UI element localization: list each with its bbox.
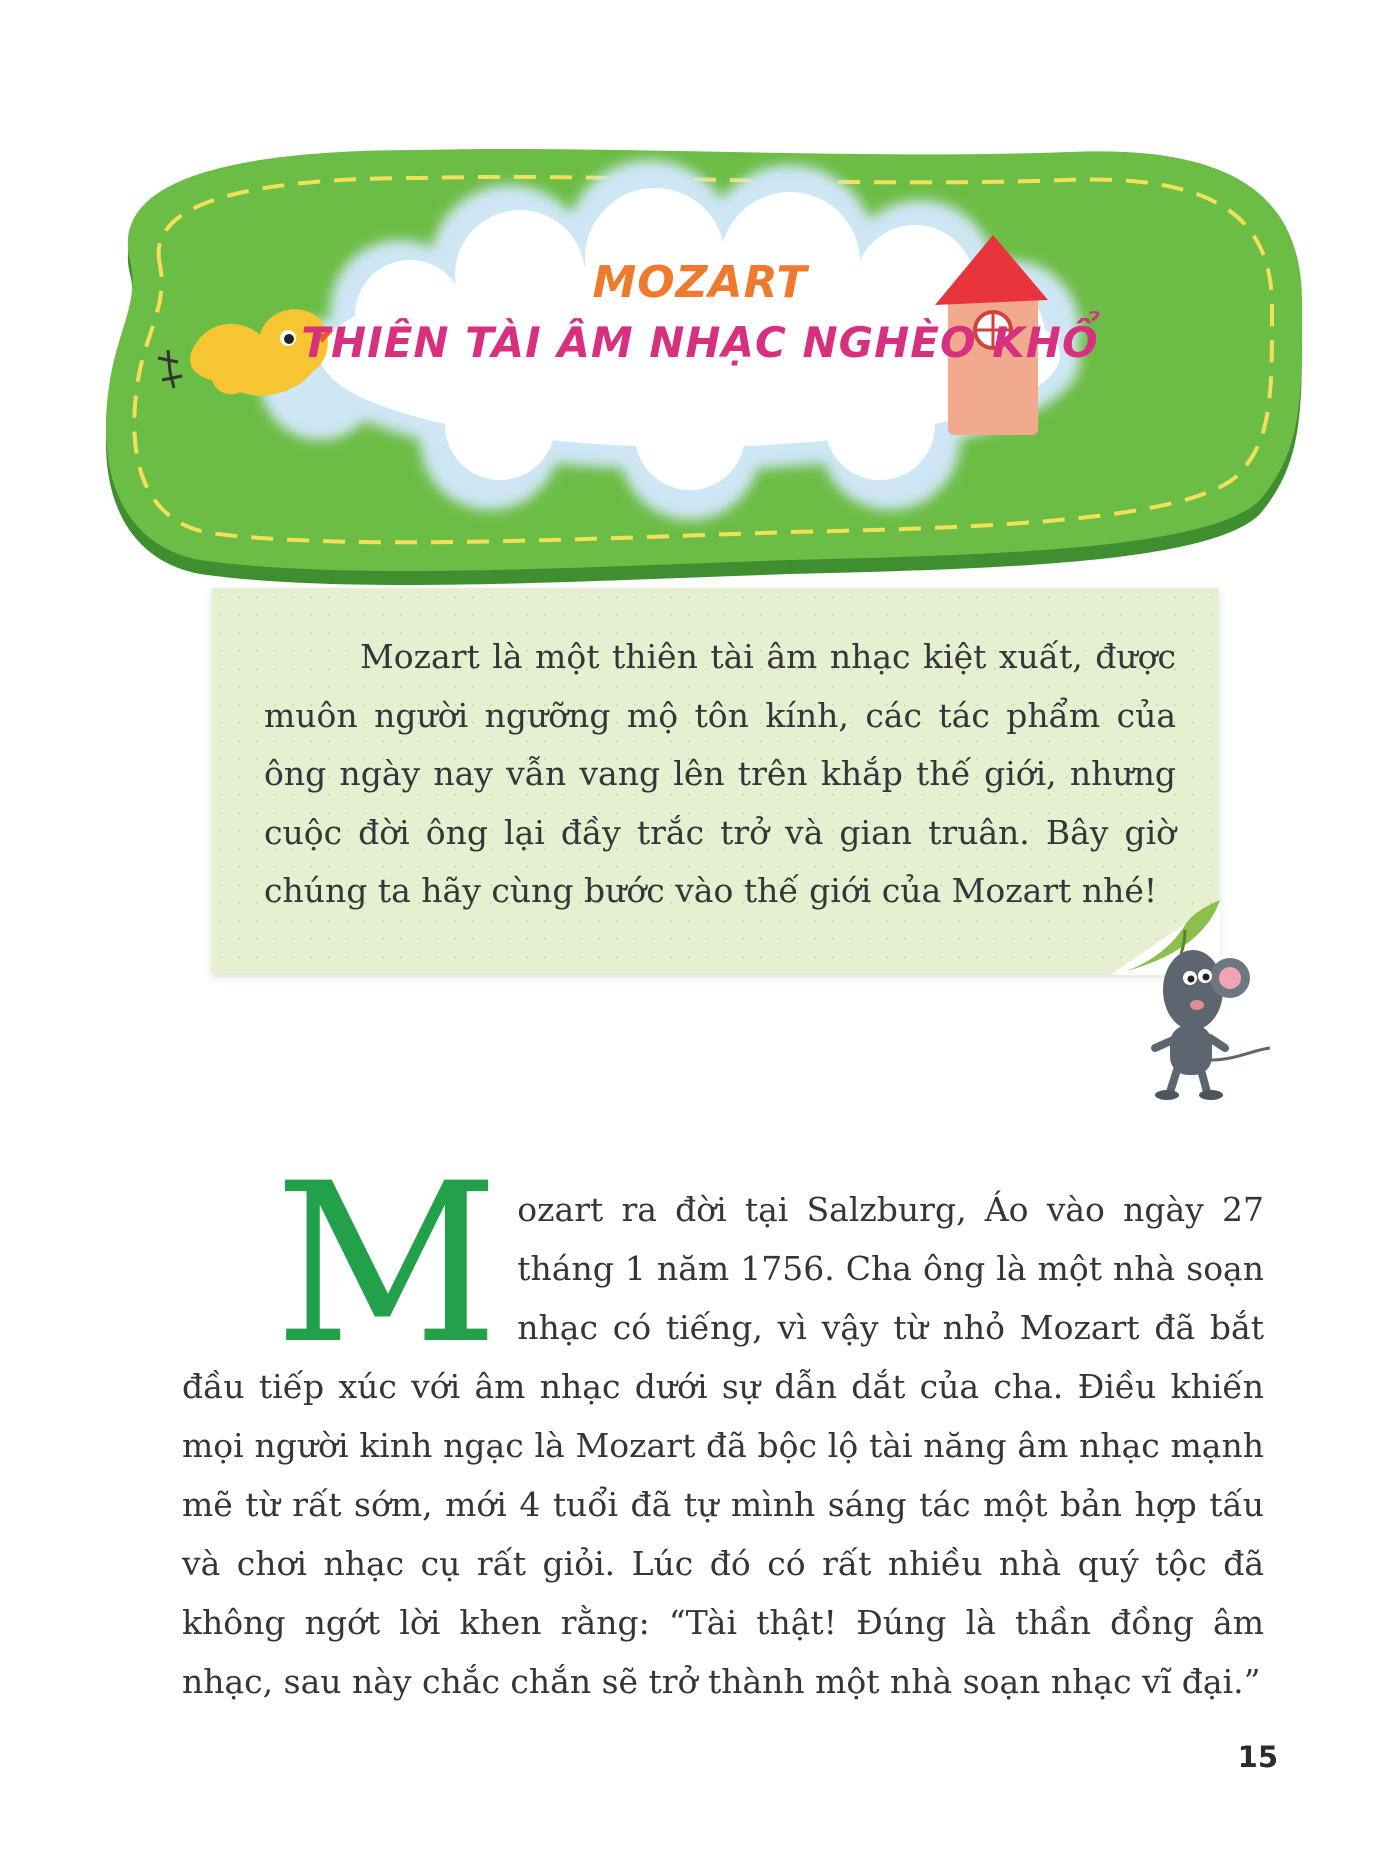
article-body [182,1136,1264,1711]
title-line-1: MOZART [592,257,808,308]
article-text: ozart ra đời tại Salzburg, Áo vào ngày 27 tháng 1 năm 1756. Cha ông là một nhà soạn nhạc có tiếng, vì vậy từ nhỏ Mozart đã bắt đầu tiếp xúc với âm nhạc dưới sự dẫn dắt của cha. Điều khiến mọi người kinh ngạc là Mozart đã bộc lộ tài năng âm nhạc mạnh mẽ từ rất sớm, mới 4 tuổi đã tự mình sáng tác một bản hợp tấu và chơi nhạc cụ rất giỏi. Lúc đó có rất nhiều nhà quý tộc đã không ngớt lời khen rằng: “Tài thật! Đúng là thần đồng âm nhạc, sau này chắc chắn sẽ trở thành một nhà soạn nhạc vĩ đại.” [182,1190,1264,1701]
banner-title [300,255,1100,375]
drop-cap: M [274,1136,500,1392]
intro-text: Mozart là một thiên tài âm nhạc kiệt xuất, được muôn người ngưỡng mộ tôn kính, các tác phẩm của ông ngày nay vẫn vang lên trên khắp thế giới, nhưng cuộc đời ông lại đầy trắc trở và gian truân. Bây giờ chúng ta hãy cùng bước vào thế giới của Mozart nhé! [264,637,1176,910]
mouse-icon [1135,930,1275,1105]
page-number: 15 [1237,1740,1278,1774]
title-line-2: THIÊN TÀI ÂM NHẠC NGHÈO KHỔ [301,318,1099,367]
